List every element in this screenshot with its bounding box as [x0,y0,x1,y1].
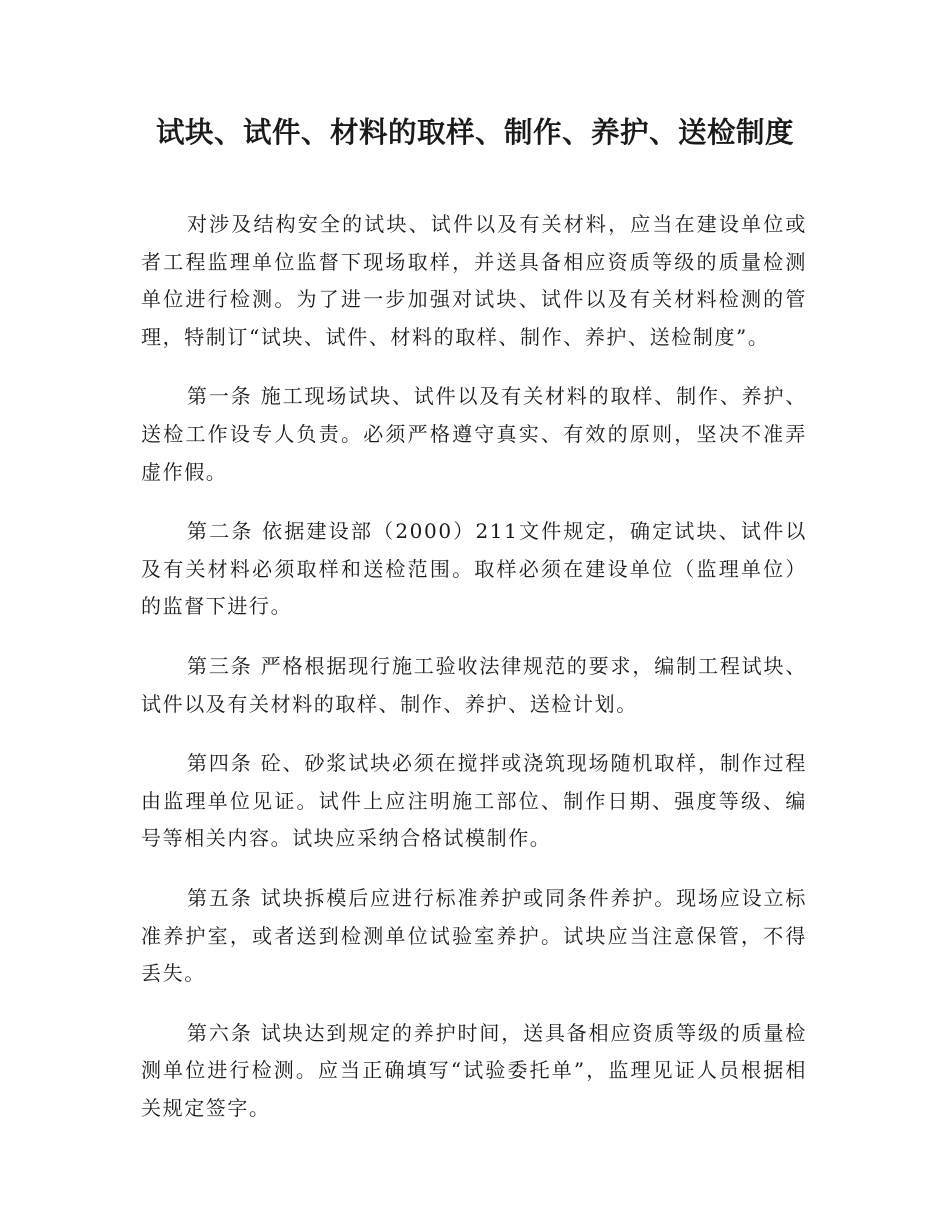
article-5-paragraph: 第五条 试块拆模后应进行标准养护或同条件养护。现场应设立标准养护室，或者送到检测单位试验室养护。试块应当注意保管，不得丢失。 [141,885,807,986]
document-title: 试块、试件、材料的取样、制作、养护、送检制度 [155,116,794,149]
article-2-paragraph: 第二条 依据建设部（2000）211文件规定，确定试块、试件以及有关材料必须取样和送检范围。取样必须在建设单位（监理单位）的监督下进行。 [141,519,807,619]
article-4-paragraph: 第四条 砼、砂浆试块必须在搅拌或浇筑现场随机取样，制作过程由监理单位见证。试件上应注明施工部位、制作日期、强度等级、编号等相关内容。试块应采纳合格试模制作。 [141,751,807,851]
article-3-paragraph: 第三条 严格根据现行施工验收法律规范的要求，编制工程试块、试件以及有关材料的取样、制作、养护、送检计划。 [141,653,807,716]
document-body [141,206,807,1149]
article-1-paragraph: 第一条 施工现场试块、试件以及有关材料的取样、制作、养护、送检工作设专人负责。必须严格遵守真实、有效的原则，坚决不准弄虚作假。 [141,384,807,484]
intro-paragraph: 对涉及结构安全的试块、试件以及有关材料，应当在建设单位或者工程监理单位监督下现场取样，并送具备相应资质等级的质量检测单位进行检测。为了进一步加强对试块、试件以及有关材料检测的管理，特制订“试块、试件、材料的取样、制作、养护、送检制度”。 [141,212,807,349]
article-6-paragraph: 第六条 试块达到规定的养护时间，送具备相应资质等级的质量检测单位进行检测。应当正确填写“试验委托单”，监理见证人员根据相关规定签字。 [141,1020,807,1120]
